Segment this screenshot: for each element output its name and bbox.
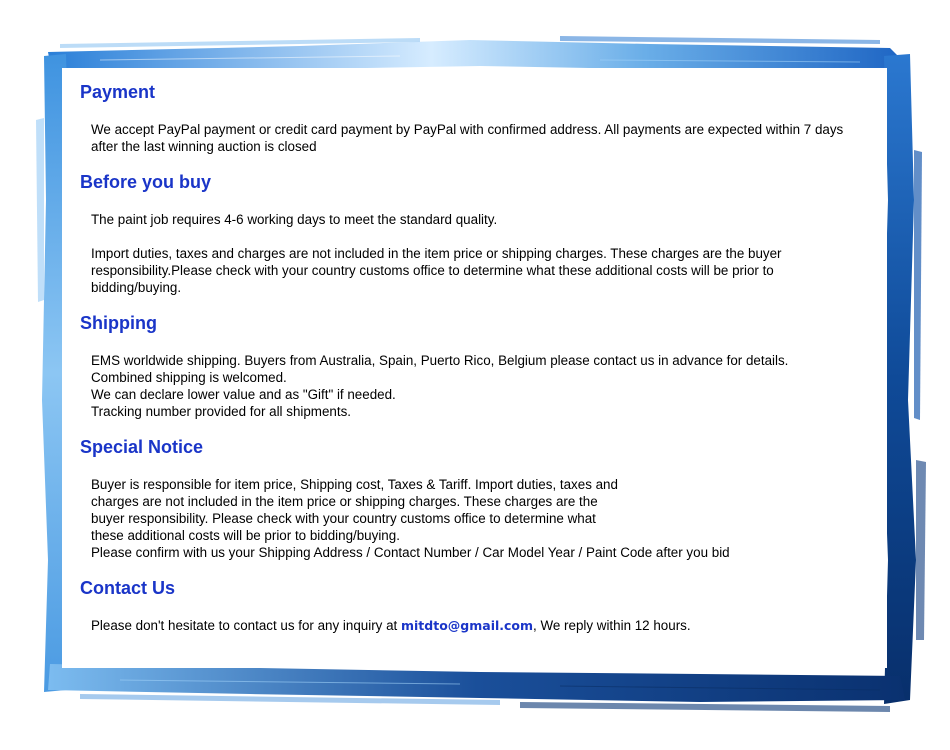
before-you-buy-p2-line-1: Import duties, taxes and charges are not included in the item price or shipping charges. These charges are the buyer: [91, 246, 782, 261]
special-notice-heading: Special Notice: [80, 437, 204, 457]
contact-text-before: Please don't hesitate to contact us for any inquiry at: [91, 618, 401, 633]
payment-line-2: after the last winning auction is closed: [91, 139, 317, 154]
special-notice-line-3: buyer responsibility. Please check with your country customs office to determine what: [91, 511, 596, 526]
contact-line: [91, 617, 891, 634]
contact-heading: Contact Us: [80, 578, 176, 598]
special-notice-line-5: Please confirm with us your Shipping Address / Contact Number / Car Model Year / Paint Code after you bid: [91, 545, 730, 560]
before-you-buy-p1-line: The paint job requires 4-6 working days to meet the standard quality.: [91, 212, 498, 227]
special-notice-line-1: Buyer is responsible for item price, Shipping cost, Taxes & Tariff. Import duties, taxes and: [91, 477, 618, 492]
contact-text: [91, 617, 891, 634]
shipping-line-4: Tracking number provided for all shipments.: [91, 404, 351, 419]
payment-text: [91, 121, 891, 155]
before-you-buy-p2-line-2: responsibility.Please check with your country customs office to determine what these additional costs will be prior to: [91, 263, 774, 278]
contact-email-link[interactable]: mitdto@gmail.com: [400, 618, 534, 633]
shipping-text: [91, 352, 891, 420]
before-you-buy-p1: [91, 211, 891, 228]
shipping-line-2: Combined shipping is welcomed.: [91, 370, 287, 385]
shipping-line-3: We can declare lower value and as "Gift" if needed.: [91, 387, 396, 402]
contact-text-after: , We reply within 12 hours.: [533, 618, 691, 633]
before-you-buy-p2-line-3: bidding/buying.: [91, 280, 182, 295]
special-notice-text: [91, 476, 891, 561]
shipping-line-1: EMS worldwide shipping. Buyers from Australia, Spain, Puerto Rico, Belgium please contact us in advance for details.: [91, 353, 789, 368]
special-notice-line-4: these additional costs will be prior to bidding/buying.: [91, 528, 400, 543]
payment-heading: Payment: [80, 82, 156, 102]
content-panel: [62, 68, 887, 668]
shipping-heading: Shipping: [80, 313, 157, 333]
before-you-buy-p2: [91, 245, 891, 296]
before-you-buy-heading: Before you buy: [80, 172, 212, 192]
special-notice-line-2: charges are not included in the item price or shipping charges. These charges are the: [91, 494, 598, 509]
payment-line-1: We accept PayPal payment or credit card payment by PayPal with confirmed address. All payments are expected within 7 days: [91, 122, 844, 137]
